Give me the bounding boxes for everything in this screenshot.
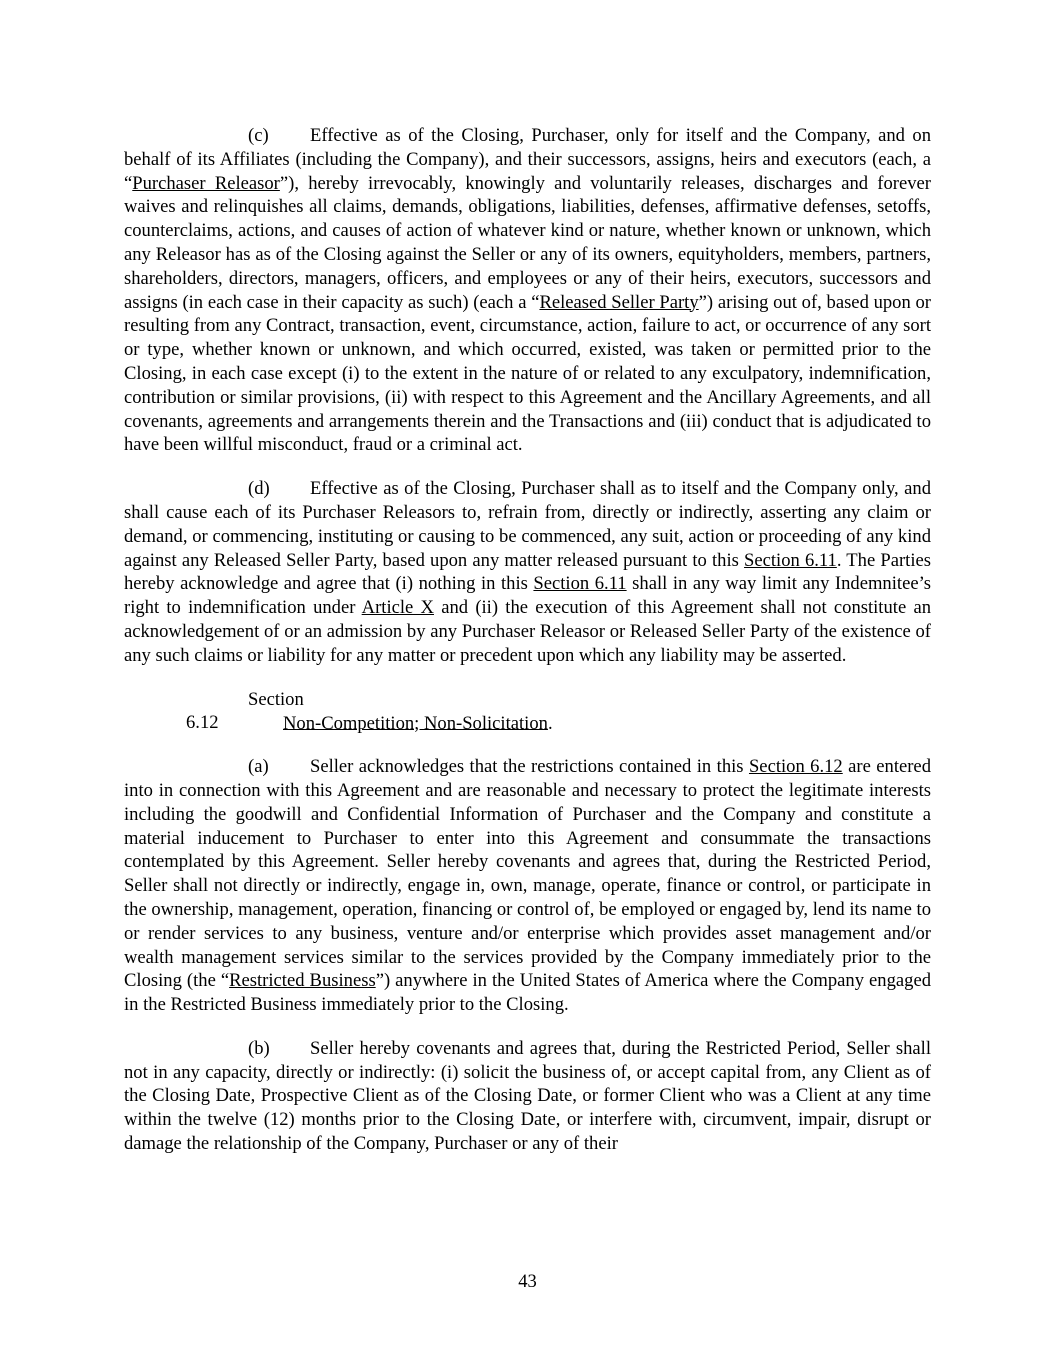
section-6-11-reference: Section 6.11: [533, 573, 627, 595]
paragraph-d: [124, 477, 931, 667]
section-title: Non-Competition; Non-Solicitation: [283, 712, 548, 734]
section-number: Section 6.12: [186, 688, 304, 734]
paragraph-d-text-2: . The Parties hereby acknowledge and agree that (i) nothing in this: [124, 549, 931, 595]
paragraph-c-text-1: Effective as of the Closing, Purchaser, only for itself and the Company, and on behalf of its Affiliates (including the Company), and their successors, assigns, heirs and executors (each, a “: [124, 125, 931, 194]
page-body: [124, 124, 931, 1156]
defined-term-released-seller-party: Released Seller Party: [539, 291, 699, 313]
paragraph-a: [124, 755, 931, 1017]
article-x-reference: Article X: [361, 597, 434, 619]
section-6-12-heading: [124, 688, 931, 736]
paragraph-a-text-1: Seller acknowledges that the restrictions contained in this: [310, 756, 749, 778]
paragraph-b-label: (b): [248, 1037, 270, 1059]
page-number: 43: [518, 1271, 537, 1292]
section-6-11-reference: Section 6.11: [744, 549, 837, 571]
paragraph-c: [124, 124, 931, 457]
defined-term-purchaser-releasor: Purchaser Releasor: [132, 172, 280, 194]
paragraph-a-text-2: are entered into in connection with this Agreement and are reasonable and necessary to protect the legitimate interests including the goodwill and Confidential Information of Purchaser and the Company and constitute a material inducement to Purchaser to enter into this Agreement and consummate the transactions contemplated by this Agreement. Seller hereby covenants and agrees that, during the Restricted Period, Seller shall not directly or indirectly, engage in, own, manage, operate, finance or control, or participate in the ownership, management, operation, financing or control of, be employed or engaged by, lend its name to or render services to any business, venture and/or enterprise which provides asset management and/or wealth management services similar to the services provided by the Company immediately prior to the Closing (the “: [124, 756, 931, 992]
paragraph-d-text-4: and (ii) the execution of this Agreement shall not constitute an acknowledgement of or an admission by any Purchaser Releasor or Released Seller Party of the existence of any such claims or liability for any matter or precedent upon which any liability may be asserted.: [124, 597, 931, 666]
section-6-12-reference: Section 6.12: [748, 756, 843, 778]
paragraph-d-label: (d): [248, 478, 270, 500]
paragraph-a-text-3: ”) anywhere in the United States of America where the Company engaged in the Restricted Business immediately prior to the Closing.: [124, 970, 931, 1016]
paragraph-a-label: (a): [248, 756, 269, 778]
defined-term-restricted-business: Restricted Business: [229, 970, 376, 992]
section-title-period: .: [547, 712, 553, 734]
paragraph-d-text-1: Effective as of the Closing, Purchaser shall as to itself and the Company only, and shall cause each of its Purchaser Releasors to, refrain from, directly or indirectly, asserting any claim or demand, or commencing, instituting or causing to be commenced, any suit, action or proceeding of any kind against any Released Seller Party, based upon any matter released pursuant to this: [124, 478, 931, 571]
paragraph-d-text-3: shall in any way limit any Indemnitee’s right to indemnification under: [124, 573, 931, 619]
paragraph-c-label: (c): [248, 125, 269, 146]
paragraph-b-text-1: Seller hereby covenants and agrees that, during the Restricted Period, Seller shall not in any capacity, directly or indirectly: (i) solicit the business of, or accept capital from, any Client as of the Closing Date, Prospective Client as of the Closing Date, or former Client who was a Client at any time within the twelve (12) months prior to the Closing Date, or interfere with, circumvent, impair, disrupt or damage the relationship of the Company, Purchaser or any of their: [124, 1037, 931, 1155]
paragraph-c-text-3: ”) arising out of, based upon or resulting from any Contract, transaction, event, circumstance, action, failure to act, or occurrence of any sort or type, whether known or unknown, and which occurred, existed, was taken or permitted prior to the Closing, in each case except (i) to the extent in the nature of or related to any exculpatory, indemnification, contribution or similar provisions, (ii) with respect to this Agreement and the Ancillary Agreements, and all covenants, agreements and arrangements therein and the Transactions and (iii) conduct that is adjudicated to have been willful misconduct, fraud or a criminal act.: [124, 291, 931, 456]
paragraph-b: [124, 1037, 931, 1156]
paragraph-c-text-2: ”), hereby irrevocably, knowingly and voluntarily releases, discharges and forever waives and relinquishes all claims, demands, obligations, liabilities, defenses, affirmative defenses, setoffs, counterclaims, actions, and causes of action of whatever kind or nature, whether known or unknown, which any Releasor has as of the Closing against the Seller or any of its owners, equityholders, members, partners, shareholders, directors, managers, officers, and employees or any of their heirs, executors, successors and assigns (in each case in their capacity as such) (each a “: [124, 172, 931, 313]
